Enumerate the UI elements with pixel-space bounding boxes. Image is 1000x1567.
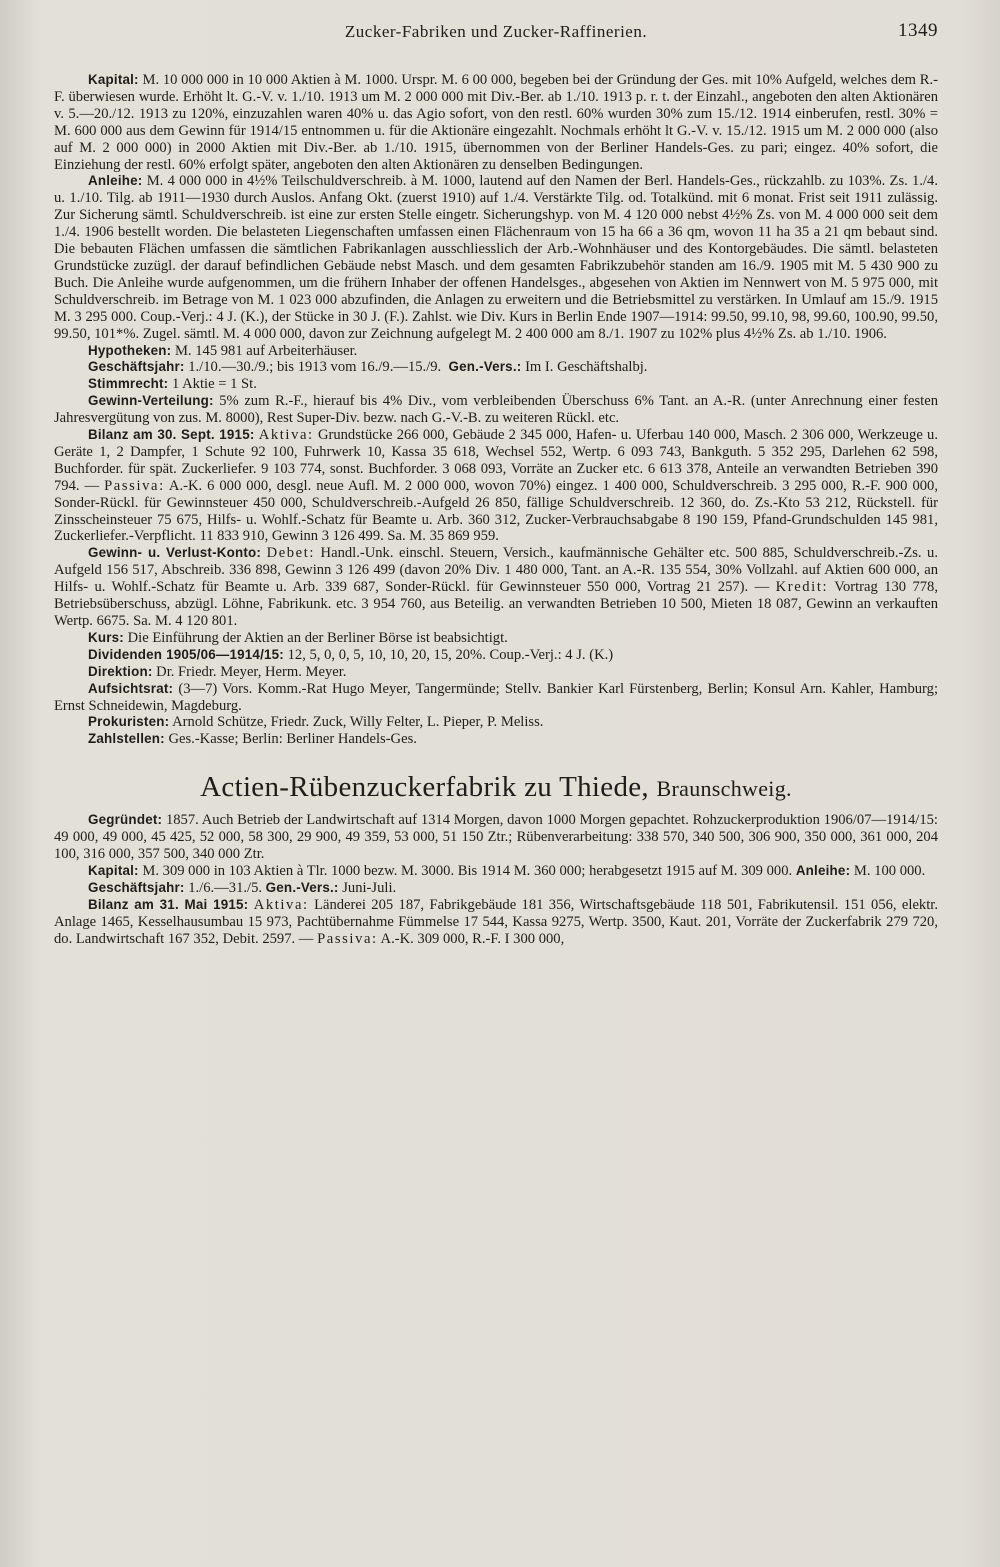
text-kredit: Vortrag 130 778, Betriebsüberschuss, abzügl. Löhne, Fabrikunk. etc. 3 954 760, aus Beteilig. an verwandten Betrieben 10 500, Mieten 18 087, Gewinn an verkauften Wertp. 6675. Sa. M. 4 120 801. — [54, 579, 939, 629]
label-passiva: Passiva: — [104, 477, 165, 494]
text-gen-vers: Im I. Geschäftshalbj. — [525, 359, 648, 376]
text-geschaeftsjahr: 1./10.—30./9.; bis 1913 vom 16./9.—15./9. — [188, 359, 442, 376]
company-entry-1 — [54, 72, 938, 748]
paragraph-geschaeftsjahr-2 — [54, 880, 938, 897]
paragraph-gewinnverteilung — [54, 393, 938, 427]
page-number: 1349 — [898, 20, 938, 41]
label-kurs: Kurs: — [88, 629, 124, 645]
paragraph-direktion — [54, 664, 938, 681]
text-anleihe-2: M. 100 000. — [853, 862, 926, 879]
text-dividenden: 12, 5, 0, 0, 5, 10, 10, 20, 15, 20%. Coup.-Verj.: 4 J. (K.) — [287, 646, 614, 663]
paragraph-stimmrecht — [54, 376, 938, 393]
paragraph-geschaeftsjahr — [54, 359, 938, 376]
text-gegruendet: 1857. Auch Betrieb der Landwirtschaft auf 1314 Morgen, davon 1000 Morgen gepachtet. Rohzuckerproduktion 1906/07—1914/15: 49 000, 49 000, 45 425, 52 000, 58 300, 29 900, 49 359, 53 000, 51 150 Ztr.; Rübenverarbeitung: 338 570, 340 500, 306 900, 350 000, 361 000, 204 100, 316 000, 357 500, 340 000 Ztr. — [54, 812, 938, 863]
paragraph-bilanz — [54, 427, 938, 545]
text-kapital: M. 10 000 000 in 10 000 Aktien à M. 1000. Urspr. M. 6 00 000, begeben bei der Gründung der Ges. mit 10% Aufgeld, welches dem R.-F. überwiesen wurde. Erhöht lt. G.-V. v. 1./10. 1913 um M. 2 000 000 mit Div.-Ber. ab 1./10. 1913 p. r. t. der Einzahl., angeboten den alten Aktionären v. 5.—20./12. 1913 zu 120%, einzuzahlen waren 40% u. das Agio sofort, von den restl. 60% wurden 30% zum 15./12. 1914 einberufen, restl. 30% = M. 600 000 aus dem Gewinn für 1914/15 entnommen u. für die Aktionäre eingezahlt. Nochmals erhöht lt G.-V. v. 15./12. 1915 um M. 2 000 000 (also auf M. 2 000 000) in 2000 Aktien mit Div.-Ber. ab 1./10. 1915, übernommen von der Berliner Handels-Ges. zu pari; eingez. 40% sofort, die Einziehung der restl. 60% erfolgt später, angeboten den alten Aktionären zu denselben Bedingungen. — [54, 72, 938, 173]
text-gen-vers-2: Juni-Juli. — [342, 879, 397, 896]
text-kurs: Die Einführung der Aktien an der Berliner Börse ist beabsichtigt. — [127, 629, 508, 646]
text-aufsichtsrat: (3—7) Vors. Komm.-Rat Hugo Meyer, Tangermünde; Stellv. Bankier Karl Fürstenberg, Berlin; Konsul Arn. Kahler, Hamburg; Ernst Schneidewin, Magdeburg. — [54, 680, 938, 714]
label-direktion: Direktion: — [88, 663, 153, 679]
label-bilanz: Bilanz am 30. Sept. 1915: — [88, 427, 255, 443]
paragraph-kapital-2 — [54, 863, 938, 880]
paragraph-anleihe — [54, 173, 938, 342]
running-head — [54, 18, 938, 50]
label-gegruendet: Gegründet: — [88, 812, 163, 828]
label-kapital-2: Kapital: — [88, 862, 139, 878]
company-place: Braunschweig. — [656, 776, 792, 802]
paragraph-gegruendet — [54, 812, 938, 863]
label-aufsichtsrat: Aufsichtsrat: — [88, 680, 174, 696]
text-prokuristen: Arnold Schütze, Friedr. Zuck, Willy Felter, L. Pieper, P. Meliss. — [172, 714, 544, 731]
label-zahlstellen: Zahlstellen: — [88, 731, 165, 747]
paragraph-hypotheken — [54, 343, 938, 360]
label-prokuristen: Prokuristen: — [88, 714, 170, 730]
label-kapital: Kapital: — [88, 72, 139, 87]
label-bilanz-2: Bilanz am 31. Mai 1915: — [88, 896, 249, 912]
text-passiva-2: A.-K. 309 000, R.-F. I 300 000, — [380, 930, 565, 947]
company-heading — [54, 770, 938, 806]
paragraph-kurs — [54, 630, 938, 647]
label-aktiva: Aktiva: — [258, 427, 314, 444]
text-debet: Handl.-Unk. einschl. Steuern, Versich., kaufmännische Gehälter etc. 500 885, Schuldverschreib.-Zs. u. Aufgeld 156 517, Abschreib. 336 898, Gewinn 3 126 499 (davon 20% Div. 1 480 000, Tant. an A.-R. 135 554, 30% Vollzahl. auf Aktien 600 000, an Hilfs- u. Wohlf.-Schatz für Beamte u. Arb. 339 687, Sonder-Rückl. für Gewinnsteuer 550 000, Vortrag 21 257). — — [54, 545, 938, 596]
label-stimmrecht: Stimmrecht: — [88, 376, 169, 392]
paragraph-prokuristen — [54, 714, 938, 731]
text-gewinnverteilung: 5% zum R.-F., hierauf bis 4% Div., vom verbleibenden Überschuss 6% Tant. an A.-R. (unter Anrechnung einer festen Jahresvergütung von zus. M. 8000), Rest Super-Div. bezw. nach G.-V.-B. zu weiteren Rückl. etc. — [54, 393, 938, 427]
text-geschaeftsjahr-2: 1./6.—31./5. — [188, 879, 263, 896]
text-passiva: A.-K. 6 000 000, desgl. neue Aufl. M. 2 000 000, wovon 70%) eingez. 1 400 000, Schuldverschreib. 3 295 000, R.-F. 900 000, Sonder-Rückl. für Gewinnsteuer 450 000, Schuldverschreib.-Aufgeld 26 850, fällige Schuldverschreib. 12 360, do. Zs.-Kto 53 212, Rückstell. für Zinsscheinsteuer 75 675, Hilfs- u. Wohlf.-Schatz für Beamte u. Arb. 360 312, Zucker-Verbrauchsabgabe 8 190 159, Pfand-Grundschulden 145 981, Zuckerliefer.-Verpflicht. 11 833 910, Gewinn 3 126 499. Sa. M. 35 869 959. — [54, 477, 938, 545]
text-hypotheken: M. 145 981 auf Arbeiterhäuser. — [174, 342, 358, 359]
label-anleihe-2: Anleihe: — [795, 862, 851, 878]
label-debet: Debet: — [266, 545, 316, 562]
text-aktiva-2: Länderei 205 187, Fabrikgebäude 181 356, Wirtschaftsgebäude 118 501, Fabrikutensil. 151 056, elektr. Anlage 1465, Kesselhausumbau 15 973, Pachtübernahme Fümmelse 17 544, Kassa 9275, Wertp. 3500, Kaut. 201, Vorräte der Zuckerfabrik 279 720, do. Landwirtschaft 167 352, Debit. 2597. — — [54, 896, 938, 947]
label-anleihe: Anleihe: — [88, 173, 143, 189]
label-hypotheken: Hypotheken: — [88, 342, 172, 358]
label-geschaeftsjahr: Geschäftsjahr: — [88, 359, 185, 375]
company-entry-2 — [54, 812, 938, 947]
paragraph-kapital — [54, 72, 938, 173]
paragraph-dividenden — [54, 647, 938, 664]
label-passiva-2: Passiva: — [317, 930, 378, 947]
label-geschaeftsjahr-2: Geschäftsjahr: — [88, 879, 185, 895]
paragraph-gewinnkonto — [54, 545, 938, 630]
label-gen-vers: Gen.-Vers.: — [448, 359, 522, 375]
label-gewinnkonto: Gewinn- u. Verlust-Konto: — [88, 545, 262, 561]
text-aktiva: Grundstücke 266 000, Gebäude 2 345 000, Hafen- u. Uferbau 140 000, Masch. 2 306 000, Werkzeuge u. Geräte 1, 2 Dampfer, 1 Schute 92 100, Fuhrwerk 10, Kassa 35 618, Wechsel 552, Wertp. 6 093 743, Bankguth. 5 352 295, Darlehen 62 598, Buchforder. für spät. Zuckerliefer. 9 103 774, sonst. Buchforder. 3 068 093, Vorräte an Zucker etc. 6 613 378, Anteile an verwandten Betrieben 390 794. — — [54, 427, 938, 494]
text-kapital-2: M. 309 000 in 103 Aktien à Tlr. 1000 bezw. M. 3000. Bis 1914 M. 360 000; herabgesetzt 1915 auf M. 309 000. — [142, 862, 793, 879]
paragraph-bilanz-2 — [54, 897, 938, 948]
company-name: Actien-Rübenzuckerfabrik zu Thiede, — [200, 771, 649, 804]
label-kredit: Kredit: — [775, 579, 829, 596]
paragraph-zahlstellen — [54, 731, 938, 748]
text-direktion: Dr. Friedr. Meyer, Herm. Meyer. — [156, 663, 347, 680]
paragraph-aufsichtsrat — [54, 681, 938, 715]
label-aktiva-2: Aktiva: — [253, 896, 309, 913]
text-zahlstellen: Ges.-Kasse; Berlin: Berliner Handels-Ges. — [168, 731, 417, 748]
running-head-title: Zucker-Fabriken und Zucker-Raffinerien. — [344, 22, 648, 41]
label-gewinnverteilung: Gewinn-Verteilung: — [88, 393, 214, 409]
label-dividenden: Dividenden 1905/06—1914/15: — [88, 646, 284, 662]
text-anleihe: M. 4 000 000 in 4½% Teilschuldverschreib. à M. 1000, lautend auf den Namen der Berl. Handels-Ges., rückzahlb. zu 103%. Zs. 1./4. u. 1./10. Tilg. ab 1911—1930 durch Auslos. Anfang Okt. (zuerst 1910) auf 1./4. Verstärkte Tilg. od. Totalkünd. mit 6 monat. Frist seit 1911 zulässig. Zur Sicherung sämtl. Schuldverschreib. ist eine zur ersten Stelle eingetr. Sicherungshyp. von M. 4 120 000 nebst 4½% Zs. von M. 4 000 000 seit dem 1./4. 1906 bestellt worden. Die belasteten Liegenschaften umfassen einen Flächenraum von 15 ha 66 a 36 qm, wovon 11 ha 35 a 21 qm bebaut sind. Die bebauten Flächen umfassen die sämtlichen Fabrikanlagen ausschliesslich der Arb.-Wohnhäuser und des Kontorgebäudes. Die sämtl. belasteten Grundstücke zuzügl. der darauf befindlichen Gebäude nebst Masch. und dem gesamten Fabrikzubehör standen am 16./9. 1905 mit M. 5 430 900 zu Buch. Die Anleihe wurde aufgenommen, um die frühern Inhaber der offenen Handelsges., abgesehen von Aktien im Nennwert von M. 5 975 000, mit Schuldverschreib. im Betrage von M. 1 023 000 abzufinden, die Anlagen zu erweitern und die Betriebsmittel zu verstärken. In Umlauf am 15./9. 1915 M. 3 295 000. Coup.-Verj.: 4 J. (K.), der Stücke in 30 J. (F.). Zahlst. wie Div. Kurs in Berlin Ende 1907—1914: 99.50, 99.10, 98, 99.60, 100.90, 99.50, 99.50, 101*%. Zugel. sämtl. M. 4 000 000, davon zur Zeichnung aufgelegt M. 2 400 000 am 8./1. 1907 zu 102% plus 4½% Zs. ab 1./10. 1906. — [54, 173, 938, 342]
label-gen-vers-2: Gen.-Vers.: — [265, 879, 339, 895]
text-stimmrecht: 1 Aktie = 1 St. — [171, 376, 257, 393]
